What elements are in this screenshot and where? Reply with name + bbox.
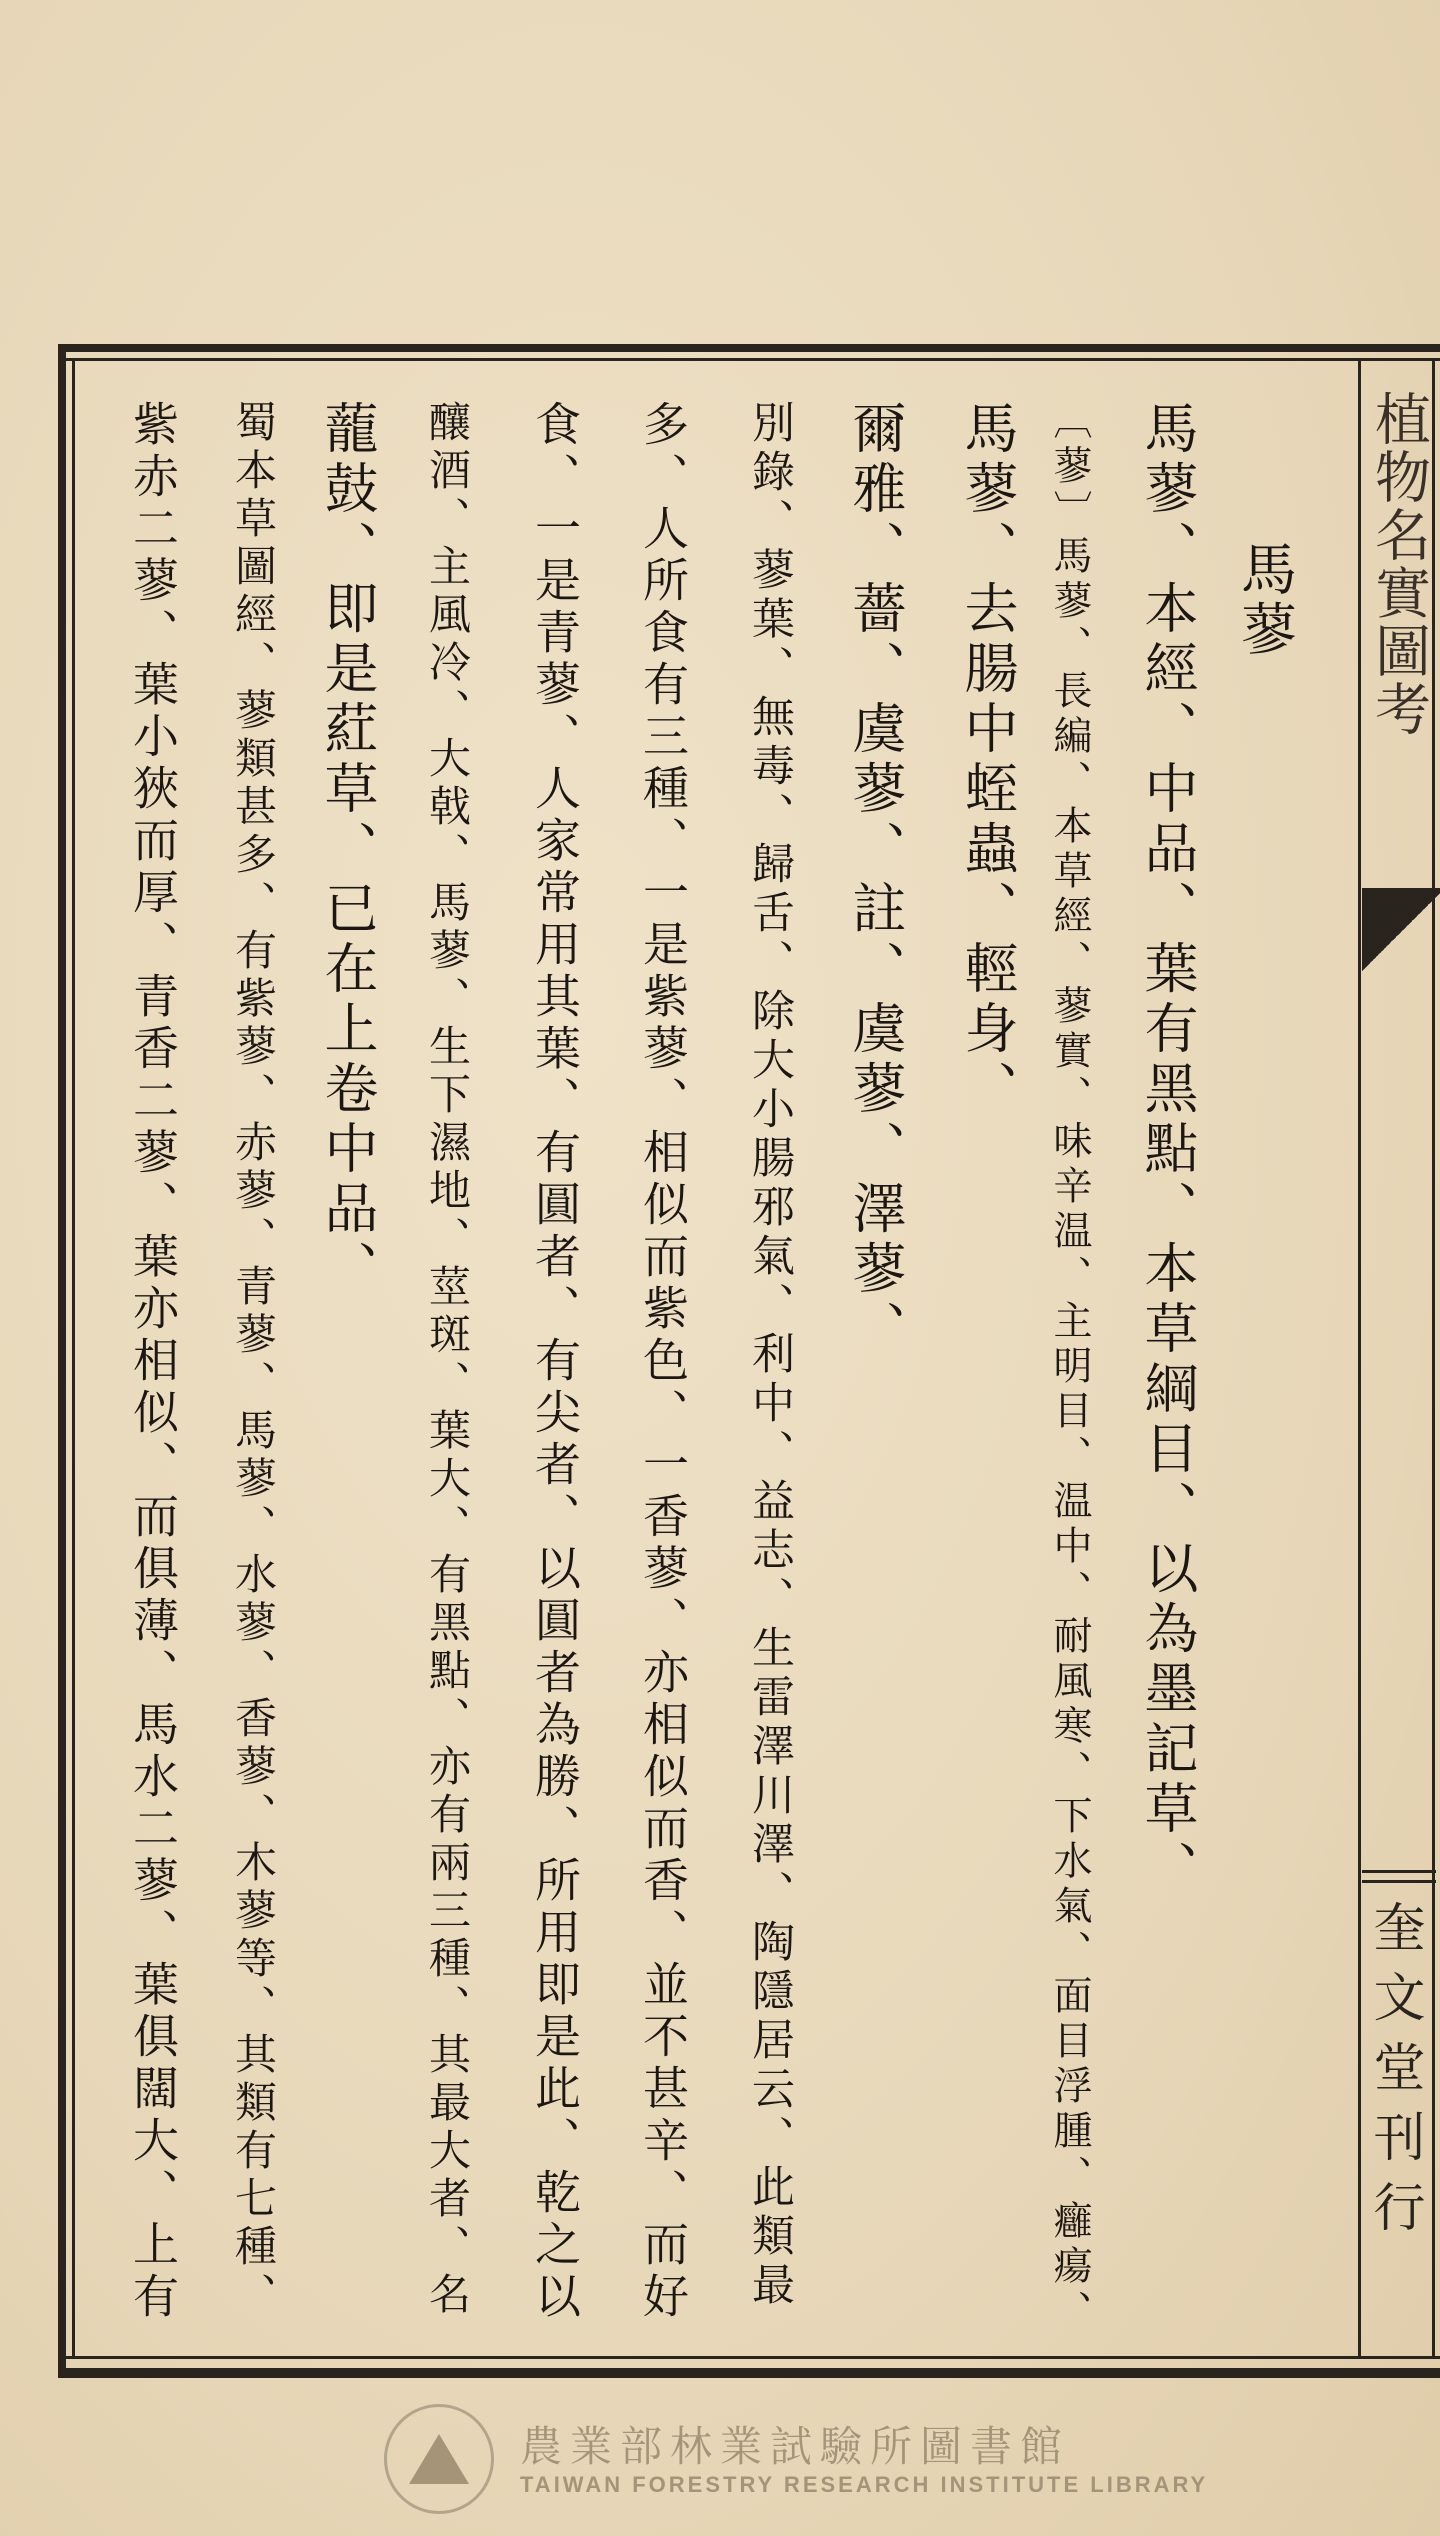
frame-left-inner-border [72,358,75,2359]
text-column-9: 蘢鼓、即是葒草、已在上卷中品、 [316,400,379,1300]
text-column-11: 紫赤二蓼、葉小狹而厚、青香二蓼、葉亦相似、而俱薄、馬水二蓼、葉俱闊大、上有 [126,400,180,2324]
banxin-right-line [1432,358,1435,2358]
library-stamp [330,2404,1430,2514]
banxin-publisher: 奎文堂刊行 [1364,1900,1424,2250]
frame-bottom-inner-border [58,2356,1440,2359]
text-column-4: 爾雅、薔、虞蓼、註、虞蓼、澤蓼、 [844,400,907,1360]
banxin-left-line [1358,358,1361,2358]
frame-left-border [58,344,66,2378]
banxin-rule-1 [1362,1870,1436,1873]
text-column-5: 別錄、蓼葉、無毒、歸舌、除大小腸邪氣、利中、益志、生雷澤川澤、陶隱居云、此類最 [745,400,795,2311]
entry-heading: 馬蓼 [1232,540,1297,660]
text-column-6: 多、人所食有三種、一是紫蓼、相似而紫色、一香蓼、亦相似而香、並不甚辛、而好 [636,400,690,2324]
frame-top-border [58,344,1440,352]
text-column-10: 蜀本草圖經、蓼類甚多、有紫蓼、赤蓼、青蓼、馬蓼、水蓼、香蓼、木蓼等、其類有七種、 [229,400,278,2320]
banxin-rule-2 [1362,1880,1436,1883]
text-column-7: 食、一是青蓼、人家常用其葉、有圓者、有尖者、以圓者為勝、所用即是此、乾之以 [528,400,582,2324]
frame-bottom-border [58,2368,1440,2378]
fish-tail-mark [1362,892,1440,972]
text-column-2: 〔蓼〕馬蓼、長編、本草經、蓼實、味辛温、主明目、温中、耐風寒、下水氣、面目浮腫、癰瘍、 [1047,400,1092,2335]
library-name-cn: 農業部林業試驗所圖書館 [520,2422,1071,2471]
banxin-title: 植物名實圖考 [1366,390,1431,738]
text-column-1: 馬蓼、本經、中品、葉有黑點、本草綱目、以為墨記草、 [1136,400,1199,1900]
library-name-en: TAIWAN FORESTRY RESEARCH INSTITUTE LIBRARY [520,2472,1209,2497]
frame-top-inner-border [58,358,1440,361]
library-seal-icon [384,2404,494,2514]
text-column-8: 釀酒、主風冷、大戟、馬蓼、生下濕地、莖斑、葉大、有黑點、亦有兩三種、其最大者、名 [423,400,472,2320]
text-column-3: 馬蓼、去腸中蛭蟲、輕身、 [956,400,1019,1120]
